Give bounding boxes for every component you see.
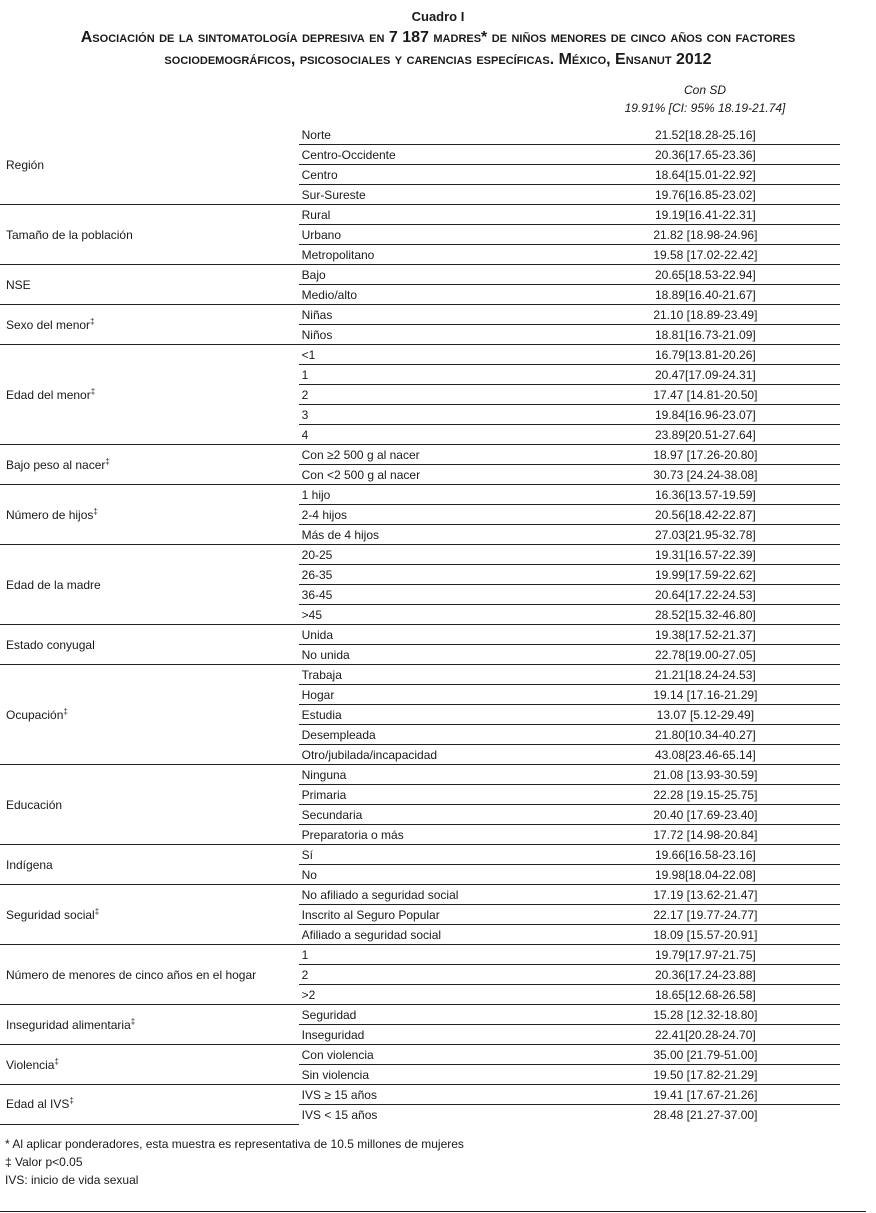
- value-cell: 18.65[12.68-26.58]: [591, 985, 840, 1005]
- category-cell: Desempleada: [299, 725, 591, 745]
- value-cell: 15.28 [12.32-18.80]: [591, 1005, 840, 1025]
- value-cell: 20.65[18.53-22.94]: [591, 265, 840, 285]
- group-label-text: Edad al IVS: [6, 1097, 70, 1112]
- value-cell: 17.47 [14.81-20.50]: [591, 385, 840, 405]
- value-cell: 20.47[17.09-24.31]: [591, 365, 840, 385]
- group-label-text: Edad del menor: [6, 387, 91, 402]
- table-row: [0, 845, 840, 865]
- group-label: [0, 665, 299, 765]
- value-cell: 18.09 [15.57-20.91]: [591, 925, 840, 945]
- category-cell: IVS < 15 años: [301, 1107, 378, 1122]
- category-cell: Más de 4 hijos: [299, 525, 591, 545]
- table-caption: Cuadro I: [411, 9, 465, 24]
- category-cell: 1: [299, 365, 591, 385]
- category-cell: No afiliado a seguridad social: [299, 885, 591, 905]
- group-label-text: Seguridad social: [6, 907, 95, 922]
- group-label-text: Inseguridad alimentaria: [6, 1017, 131, 1032]
- value-cell: 20.64[17.22-24.53]: [591, 585, 840, 605]
- category-cell: Preparatoria o más: [299, 825, 591, 845]
- group-label-text: Ocupación: [6, 707, 64, 722]
- column-header-label: Con SD: [683, 83, 727, 97]
- value-cell: 23.89[20.51-27.64]: [591, 425, 840, 445]
- significance-mark: ‡: [105, 456, 110, 466]
- category-cell: Seguridad: [299, 1005, 591, 1025]
- table-row: [0, 885, 840, 905]
- category-cell: Ninguna: [299, 765, 591, 785]
- value-cell: 19.31[16.57-22.39]: [591, 545, 840, 565]
- category-cell: >45: [299, 605, 591, 625]
- category-cell: Sí: [299, 845, 591, 865]
- category-cell: 1 hijo: [299, 485, 591, 505]
- group-label: [0, 945, 299, 1005]
- category-cell: 26-35: [299, 565, 591, 585]
- value-cell: 20.40 [17.69-23.40]: [591, 805, 840, 825]
- value-cell: 17.19 [13.62-21.47]: [591, 885, 840, 905]
- value-cell: 28.52[15.32-46.80]: [591, 605, 840, 625]
- category-cell: Urbano: [299, 225, 591, 245]
- footnote: ‡ Valor p<0.05: [5, 1154, 83, 1169]
- value-cell: 22.78[19.00-27.05]: [591, 645, 840, 665]
- bottom-rule: [0, 1211, 866, 1212]
- group-label-text: Indígena: [6, 857, 53, 872]
- group-label: [0, 1045, 299, 1085]
- column-header-overall: 19.91% [CI: 95% 18.19-21.74]: [624, 101, 786, 115]
- value-cell: 35.00 [21.79-51.00]: [591, 1045, 840, 1065]
- group-label-text: NSE: [6, 277, 31, 292]
- value-cell: 18.64[15.01-22.92]: [591, 165, 840, 185]
- category-cell: Unida: [299, 625, 591, 645]
- table-row: [0, 345, 840, 365]
- value-cell: 21.10 [18.89-23.49]: [591, 305, 840, 325]
- group-label: [0, 885, 299, 945]
- table-row: [0, 1085, 840, 1105]
- table-title: Asociación de la sintomatología depresiva en 7 187 madres* de niños menores de cinco años con factores sociodemográficos, psicosociales y carencias específicas. México, Ensanut 2012: [80, 29, 796, 68]
- category-cell: Inscrito al Seguro Popular: [299, 905, 591, 925]
- value-cell: 21.82 [18.98-24.96]: [591, 225, 840, 245]
- value-cell: 16.36[13.57-19.59]: [591, 485, 840, 505]
- category-cell: Centro-Occidente: [299, 145, 591, 165]
- category-cell: Niñas: [299, 305, 591, 325]
- value-cell: 20.56[18.42-22.87]: [591, 505, 840, 525]
- group-label: [0, 485, 299, 545]
- group-label: [0, 765, 299, 845]
- category-cell: Secundaria: [299, 805, 591, 825]
- column-header: [590, 81, 840, 117]
- value-cell: 18.97 [17.26-20.80]: [591, 445, 840, 465]
- value-cell: 21.08 [13.93-30.59]: [591, 765, 840, 785]
- table-row: [0, 945, 840, 965]
- group-label-text: Región: [6, 157, 45, 172]
- category-cell: Medio/alto: [299, 285, 591, 305]
- category-cell: 20-25: [299, 545, 591, 565]
- significance-mark: ‡: [90, 386, 96, 396]
- category-cell: Norte: [299, 125, 591, 145]
- table-row: [0, 1045, 840, 1065]
- category-cell: Con ≥2 500 g al nacer: [299, 445, 591, 465]
- category-cell: Sin violencia: [299, 1065, 591, 1085]
- table-row: [0, 665, 840, 685]
- value-cell: 19.19[16.41-22.31]: [591, 205, 840, 225]
- table-row: [0, 265, 840, 285]
- category-cell: 36-45: [299, 585, 591, 605]
- group-label: [0, 445, 299, 485]
- value-cell: 19.14 [17.16-21.29]: [591, 685, 840, 705]
- category-cell: 2: [299, 385, 591, 405]
- group-label-text: Edad de la madre: [6, 577, 101, 592]
- value-cell: 22.28 [19.15-25.75]: [591, 785, 840, 805]
- significance-mark: ‡: [93, 506, 98, 516]
- category-cell: Metropolitano: [299, 245, 591, 265]
- category-cell: IVS ≥ 15 años: [299, 1085, 591, 1105]
- group-label: [0, 305, 299, 345]
- value-cell: 20.36[17.65-23.36]: [591, 145, 840, 165]
- group-label-text: Sexo del menor: [6, 317, 91, 332]
- category-cell: Estudia: [299, 705, 591, 725]
- category-cell: Afiliado a seguridad social: [299, 925, 591, 945]
- category-cell: Bajo: [299, 265, 591, 285]
- category-cell: Trabaja: [299, 665, 591, 685]
- value-cell: 17.72 [14.98-20.84]: [591, 825, 840, 845]
- value-cell: 21.80[10.34-40.27]: [591, 725, 840, 745]
- significance-mark: ‡: [69, 1096, 74, 1106]
- value-cell: 22.41[20.28-24.70]: [591, 1025, 840, 1045]
- category-cell: No unida: [299, 645, 591, 665]
- value-cell: 19.41 [17.67-21.26]: [591, 1085, 840, 1105]
- group-label: [0, 205, 299, 265]
- significance-mark: ‡: [94, 906, 100, 916]
- category-cell: Inseguridad: [299, 1025, 591, 1045]
- category-cell: 2: [299, 965, 591, 985]
- category-cell: 3: [299, 405, 591, 425]
- value-cell: 19.84[16.96-23.07]: [591, 405, 840, 425]
- table-row: [0, 485, 840, 505]
- table-row: [0, 625, 840, 645]
- table-row: [0, 125, 840, 145]
- value-cell: 20.36[17.24-23.88]: [591, 965, 840, 985]
- value-cell: 19.98[18.04-22.08]: [591, 865, 840, 885]
- category-cell: Centro: [299, 165, 591, 185]
- group-label-text: Tamaño de la población: [6, 227, 133, 242]
- group-label: [0, 625, 299, 665]
- category-cell: Niños: [299, 325, 591, 345]
- value-cell: 19.99[17.59-22.62]: [591, 565, 840, 585]
- group-label: [0, 125, 299, 205]
- value-cell: 21.21[18.24-24.53]: [591, 665, 840, 685]
- group-label-text: Bajo peso al nacer: [6, 457, 106, 472]
- group-label: [0, 1005, 299, 1045]
- table-row: [0, 545, 840, 565]
- category-cell: >2: [299, 985, 591, 1005]
- category-cell: Hogar: [299, 685, 591, 705]
- group-label-text: Número de hijos: [6, 507, 94, 522]
- group-label: [0, 265, 299, 305]
- value-cell: 30.73 [24.24-38.08]: [591, 465, 840, 485]
- value-cell: 27.03[21.95-32.78]: [591, 525, 840, 545]
- category-cell: Rural: [299, 205, 591, 225]
- group-label: [0, 545, 299, 625]
- value-cell: 19.38[17.52-21.37]: [591, 625, 840, 645]
- footnote: IVS: inicio de vida sexual: [5, 1172, 139, 1187]
- table-row: [0, 445, 840, 465]
- category-cell: 1: [299, 945, 591, 965]
- value-cell: 16.79[13.81-20.26]: [591, 345, 840, 365]
- value-cell: 43.08[23.46-65.14]: [591, 745, 840, 765]
- group-label: [0, 845, 299, 885]
- group-label-text: Educación: [6, 797, 63, 812]
- value-cell: 19.58 [17.02-22.42]: [591, 245, 840, 265]
- table-row: [0, 765, 840, 785]
- significance-mark: ‡: [130, 1016, 136, 1026]
- group-label-text: Violencia: [6, 1057, 55, 1072]
- value-cell: 19.79[17.97-21.75]: [591, 945, 840, 965]
- category-cell: Sur-Sureste: [299, 185, 591, 205]
- significance-mark: ‡: [63, 706, 68, 716]
- value-cell: 13.07 [5.12-29.49]: [591, 705, 840, 725]
- category-cell: 2-4 hijos: [299, 505, 591, 525]
- footnotes: [5, 1135, 876, 1189]
- value-cell: 28.48 [21.27-37.00]: [653, 1107, 758, 1122]
- value-cell: 18.81[16.73-21.09]: [591, 325, 840, 345]
- value-cell: 21.52[18.28-25.16]: [591, 125, 840, 145]
- value-cell: 19.50 [17.82-21.29]: [591, 1065, 840, 1085]
- category-cell: Primaria: [299, 785, 591, 805]
- category-cell: Con <2 500 g al nacer: [299, 465, 591, 485]
- significance-mark: ‡: [54, 1056, 59, 1066]
- category-cell: Con violencia: [299, 1045, 591, 1065]
- value-cell: 18.89[16.40-21.67]: [591, 285, 840, 305]
- group-label: [0, 345, 299, 445]
- significance-mark: ‡: [90, 316, 95, 326]
- value-cell: 19.76[16.85-23.02]: [591, 185, 840, 205]
- data-table: [0, 125, 840, 1125]
- category-cell: <1: [299, 345, 591, 365]
- table-row: [0, 1005, 840, 1025]
- value-cell: 22.17 [19.77-24.77]: [591, 905, 840, 925]
- category-cell: 4: [299, 425, 591, 445]
- category-cell: No: [299, 865, 591, 885]
- table-row: [0, 305, 840, 325]
- value-cell: 19.66[16.58-23.16]: [591, 845, 840, 865]
- category-cell: Otro/jubilada/incapacidad: [299, 745, 591, 765]
- group-label-text: Estado conyugal: [6, 637, 95, 652]
- footnote: * Al aplicar ponderadores, esta muestra es representativa de 10.5 millones de mujeres: [5, 1136, 464, 1151]
- table-row: [0, 205, 840, 225]
- group-label: [0, 1085, 299, 1125]
- group-label-text: Número de menores de cinco años en el hogar: [6, 967, 257, 982]
